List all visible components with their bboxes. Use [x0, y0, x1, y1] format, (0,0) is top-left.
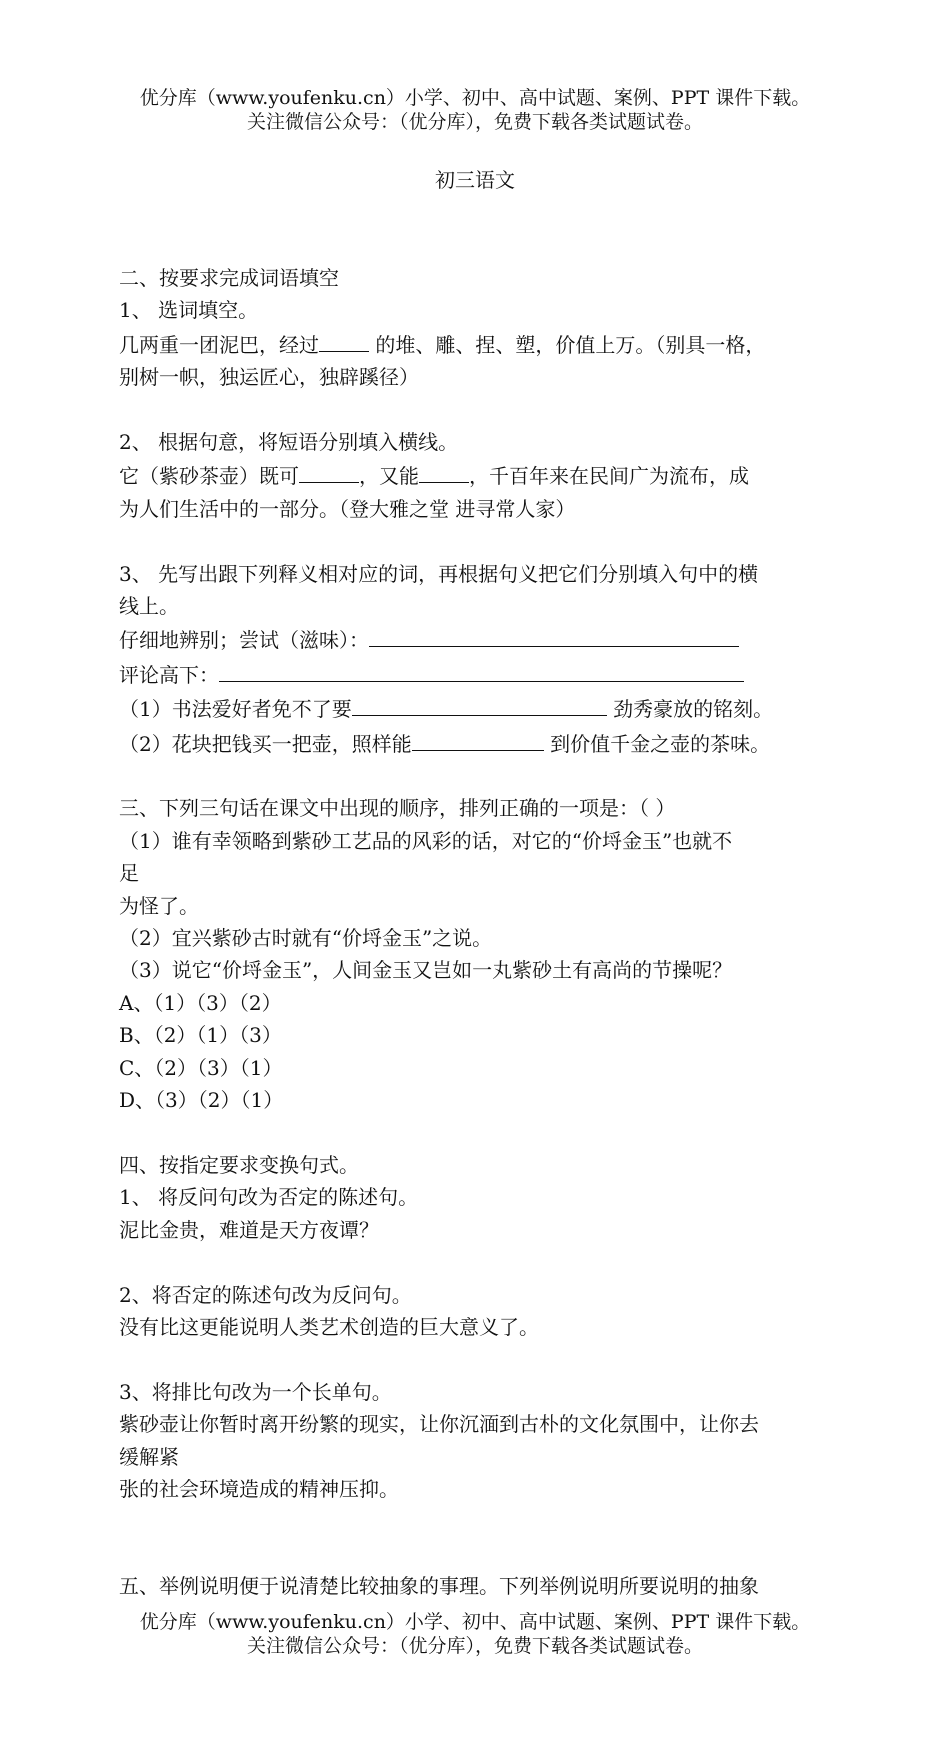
- section4-q3-line1: 紫砂壶让你暂时离开纷繁的现实，让你沉湎到古朴的文化氛围中，让你去: [119, 1412, 759, 1437]
- section2-q3-line1: 3、 先写出跟下列释义相对应的词，再根据句义把它们分别填入句中的横: [119, 561, 759, 586]
- header-line-1: 优分库（www.youfenku.cn）小学、初中、高中试题、案例、PPT 课件下载。: [139, 87, 811, 109]
- section2-q2-line2: 为人们生活中的一部分。（登大雅之堂 进寻常人家）: [119, 496, 576, 521]
- page-footer: [0, 1610, 950, 1658]
- section2-q2-title: 2、 根据句意，将短语分别填入横线。: [119, 430, 459, 455]
- section4-heading: 四、按指定要求变换句式。: [119, 1152, 359, 1177]
- text: 评论高下：: [119, 662, 219, 687]
- answer-blank[interactable]: [352, 691, 607, 716]
- section4-q3-line3: 张的社会环境造成的精神压抑。: [119, 1476, 399, 1501]
- text: 的堆、雕、捏、塑，价值上万。（别具一格，: [369, 332, 766, 357]
- spacer: [119, 1343, 839, 1375]
- footer-line-1: 优分库（www.youfenku.cn）小学、初中、高中试题、案例、PPT 课件下载。: [139, 1611, 811, 1633]
- option-a: A、（1）（3）（2）: [119, 990, 282, 1015]
- option-c: C、（2）（3）（1）: [119, 1055, 283, 1080]
- answer-blank[interactable]: [369, 622, 739, 647]
- option-b: B、（2）（1）（3）: [119, 1023, 282, 1048]
- section3-s1-line3: 为怪了。: [119, 893, 199, 918]
- text: ，又能: [359, 464, 419, 489]
- section3-s1-line1: （1）谁有幸领略到紫砂工艺品的风彩的话，对它的“价埒金玉”也就不: [119, 828, 733, 853]
- section5-heading: 五、举例说明便于说清楚比较抽象的事理。下列举例说明所要说明的抽象: [119, 1574, 759, 1599]
- text: 它（紫砂茶壶）既可: [119, 464, 299, 489]
- spacer: [119, 760, 839, 792]
- section2-q1-title: 1、 选词填空。: [119, 298, 259, 323]
- section2-heading: 二、按要求完成词语填空: [119, 266, 339, 290]
- section3-heading: 三、下列三句话在课文中出现的顺序，排列正确的一项是：（ ）: [119, 796, 676, 821]
- section2-q3-sentence2: [119, 726, 839, 760]
- footer-line-2: 关注微信公众号：（优分库），免费下载各类试题试卷。: [246, 1635, 703, 1657]
- spacer: [119, 1117, 839, 1149]
- section4-q3-line2: 缓解紧: [119, 1444, 179, 1469]
- answer-blank[interactable]: [419, 458, 469, 483]
- answer-blank[interactable]: [299, 458, 359, 483]
- section2-q2-line1: [119, 458, 839, 492]
- section2-q3-def2: [119, 657, 839, 691]
- text: ，千百年来在民间广为流布，成: [469, 464, 749, 489]
- header-line-2: 关注微信公众号：（优分库），免费下载各类试题试卷。: [246, 111, 703, 133]
- section2-q3-sentence1: [119, 691, 839, 725]
- spacer: [119, 1538, 839, 1570]
- section4-q1-title: 1、 将反问句改为否定的陈述句。: [119, 1185, 419, 1210]
- section4-q2-title: 2、将否定的陈述句改为反问句。: [119, 1282, 412, 1307]
- answer-blank[interactable]: [319, 327, 369, 352]
- section4-q2-text: 没有比这更能说明人类艺术创造的巨大意义了。: [119, 1314, 539, 1339]
- spacer: [119, 394, 839, 426]
- spacer: [119, 1505, 839, 1537]
- section2-q3-def1: [119, 622, 839, 656]
- section4-q3-title: 3、将排比句改为一个长单句。: [119, 1379, 392, 1404]
- answer-blank[interactable]: [219, 657, 744, 682]
- section2-q1-line2: 别树一帜，独运匠心，独辟蹊径）: [119, 365, 419, 390]
- text: 到价值千金之壶的茶味。: [543, 731, 771, 756]
- spacer: [119, 1246, 839, 1278]
- section3-s3: （3）说它“价埒金玉”，人间金玉又岂如一丸紫砂土有高尚的节操呢？: [119, 958, 733, 983]
- section2-q1-line1: [119, 327, 839, 361]
- page-header: [0, 86, 950, 134]
- text: 几两重一团泥巴，经过: [119, 332, 319, 357]
- section3-s2: （2）宜兴紫砂古时就有“价埒金玉”之说。: [119, 926, 493, 951]
- spacer: [119, 525, 839, 557]
- document-body: [119, 262, 839, 1603]
- section4-q1-text: 泥比金贵，难道是天方夜谭？: [119, 1217, 379, 1242]
- section2-q3-line2: 线上。: [119, 594, 179, 619]
- text: （2）花块把钱买一把壶，照样能: [119, 731, 412, 756]
- text: 仔细地辨别；尝试（滋味）：: [119, 628, 369, 653]
- section3-s1-line2: 足: [119, 861, 139, 886]
- answer-blank[interactable]: [412, 726, 544, 751]
- text: 劲秀豪放的铭刻。: [606, 697, 774, 722]
- option-d: D、（3）（2）（1）: [119, 1088, 284, 1113]
- text: （1）书法爱好者免不了要: [119, 697, 352, 722]
- page-title: 初三语文: [435, 168, 515, 192]
